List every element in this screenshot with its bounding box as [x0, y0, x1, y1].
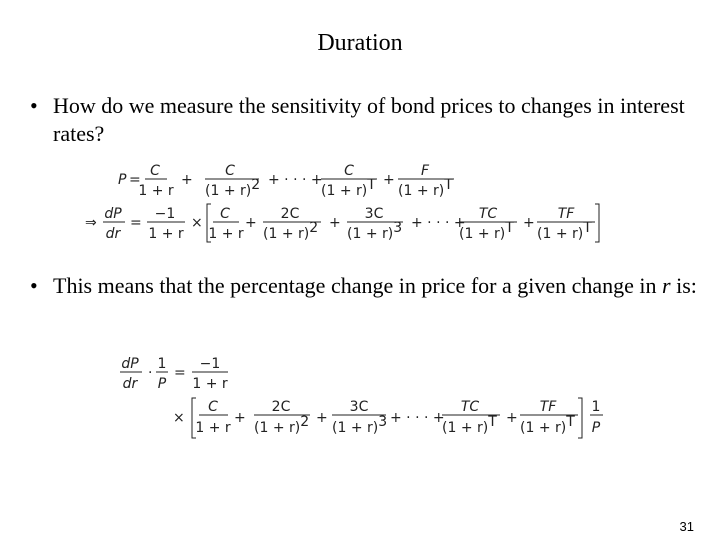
svg-text:(1 + r)3: (1 + r)3	[332, 414, 388, 436]
svg-text:TC: TC	[478, 206, 498, 222]
svg-text:+ · · · +: + · · · +	[390, 410, 445, 426]
variable-r: r	[662, 273, 671, 298]
equation-derivative	[85, 200, 605, 244]
svg-text:C: C	[225, 163, 235, 179]
svg-text:·: ·	[148, 365, 153, 381]
svg-text:C: C	[208, 399, 218, 415]
slide-title: Duration	[317, 30, 403, 56]
svg-text:1 + r: 1 + r	[195, 420, 231, 436]
bullet-item-percentage-change	[30, 272, 700, 300]
svg-text:(1 + r)T: (1 + r)T	[398, 177, 453, 199]
svg-text:=: =	[130, 215, 142, 231]
svg-text:TF: TF	[557, 206, 575, 222]
page-number: 31	[679, 519, 694, 534]
svg-text:3C: 3C	[364, 206, 384, 222]
svg-text:+: +	[245, 215, 257, 231]
svg-text:(1 + r)T: (1 + r)T	[321, 177, 376, 199]
svg-text:=: =	[129, 172, 141, 188]
equation-percent-change	[118, 352, 618, 442]
svg-text:=: =	[174, 365, 186, 381]
svg-text:C: C	[344, 163, 354, 179]
svg-text:−1: −1	[154, 206, 176, 222]
bullet-text-part: is:	[670, 273, 697, 298]
svg-text:TC: TC	[460, 399, 480, 415]
svg-text:C: C	[220, 206, 230, 222]
svg-text:1 + r: 1 + r	[208, 226, 244, 242]
svg-text:+: +	[506, 410, 518, 426]
svg-text:F: F	[420, 163, 430, 179]
svg-text:3C: 3C	[349, 399, 369, 415]
svg-text:+: +	[523, 215, 535, 231]
svg-text:(1 + r)T: (1 + r)T	[459, 220, 514, 242]
svg-text:C: C	[150, 163, 160, 179]
svg-text:+: +	[383, 172, 395, 188]
svg-text:+: +	[234, 410, 246, 426]
equation-price	[115, 158, 453, 200]
svg-text:+ · · · +: + · · · +	[411, 215, 466, 231]
svg-text:+: +	[329, 215, 341, 231]
svg-text:−1: −1	[199, 356, 221, 372]
bullet-marker: •	[30, 93, 38, 118]
svg-text:dr: dr	[105, 226, 121, 242]
svg-text:+: +	[181, 172, 193, 188]
svg-text:P: P	[157, 376, 167, 392]
svg-text:⇒: ⇒	[85, 215, 97, 231]
svg-text:2C: 2C	[271, 399, 291, 415]
bullet-text: How do we measure the sensitivity of bond prices to changes in interest rates?	[53, 93, 685, 146]
bullet-text-part: This means that the percentage change in price for a given change in	[53, 273, 663, 298]
svg-text:1 + r: 1 + r	[192, 376, 228, 392]
svg-text:1: 1	[591, 399, 601, 415]
bullet-marker: •	[30, 273, 38, 298]
svg-text:×: ×	[173, 410, 185, 426]
svg-text:(1 + r)T: (1 + r)T	[442, 414, 497, 436]
svg-text:(1 + r)T: (1 + r)T	[537, 220, 592, 242]
bullet-text	[53, 272, 700, 300]
svg-text:(1 + r)2: (1 + r)2	[205, 177, 261, 199]
svg-text:+: +	[316, 410, 328, 426]
svg-text:(1 + r)2: (1 + r)2	[254, 414, 310, 436]
svg-text:TF: TF	[539, 399, 557, 415]
svg-text:(1 + r)T: (1 + r)T	[520, 414, 575, 436]
svg-text:1: 1	[157, 356, 167, 372]
svg-text:+ · · · +: + · · · +	[268, 172, 323, 188]
bullet-item-sensitivity	[30, 92, 700, 148]
svg-text:(1 + r)3: (1 + r)3	[347, 220, 403, 242]
svg-text:(1 + r)2: (1 + r)2	[263, 220, 319, 242]
svg-text:P: P	[591, 420, 601, 436]
svg-text:×: ×	[191, 215, 203, 231]
svg-text:dP: dP	[104, 206, 122, 222]
svg-text:2C: 2C	[280, 206, 300, 222]
svg-text:1 + r: 1 + r	[148, 226, 184, 242]
svg-text:dP: dP	[121, 356, 139, 372]
svg-text:dr: dr	[122, 376, 138, 392]
svg-text:P: P	[118, 172, 127, 188]
svg-text:1 + r: 1 + r	[138, 183, 174, 199]
